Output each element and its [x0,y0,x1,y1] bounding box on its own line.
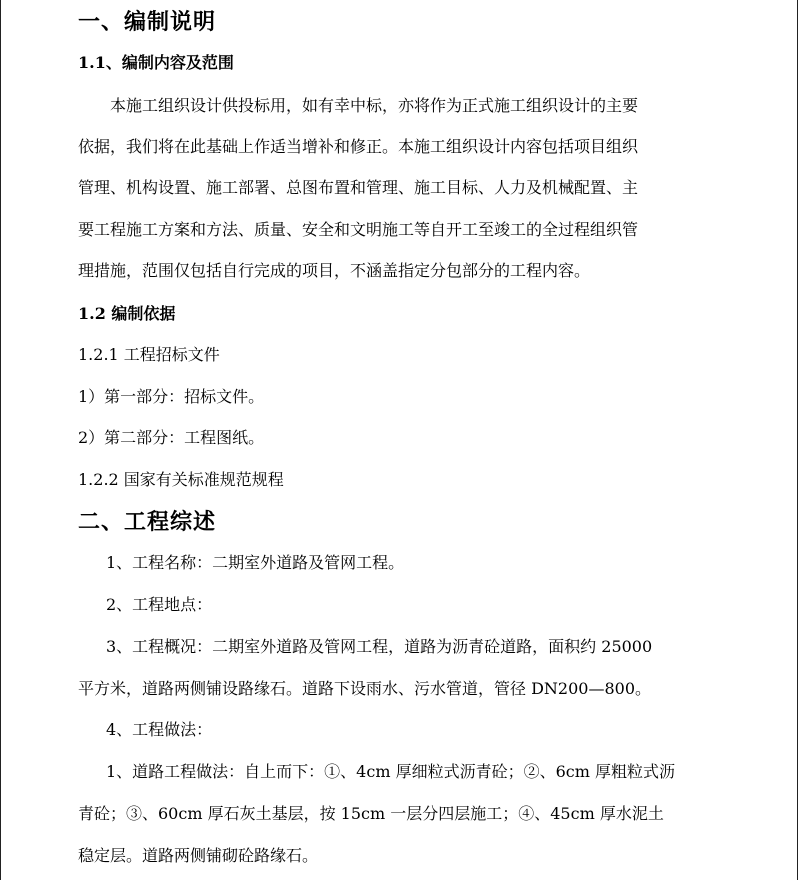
page-left-border [0,0,1,880]
section-heading-overview: 二、工程综述 [78,509,217,535]
road-method-line: 1、道路工程做法：自上而下：①、4cm 厚细粒式沥青砼；②、6cm 厚粗粒式沥 [106,762,675,781]
overview-item-name: 1、工程名称：二期室外道路及管网工程。 [106,553,405,572]
subheading-content-scope: 1.1、编制内容及范围 [78,53,234,72]
overview-item-method: 4、工程做法： [106,720,213,739]
overview-item-summary-cont: 平方米，道路两侧铺设路缘石。道路下设雨水、污水管道，管径 DN200—800。 [78,679,651,698]
paragraph-line: 要工程施工方案和方法、质量、安全和文明施工等自开工至竣工的全过程组织管 [78,220,639,239]
basis-item: 1.2.1 工程招标文件 [78,345,220,364]
paragraph-line: 理措施，范围仅包括自行完成的项目，不涵盖指定分包部分的工程内容。 [78,261,591,280]
road-method-line: 青砼；③、60cm 厚石灰土基层，按 15cm 一层分四层施工；④、45cm 厚水泥土 [78,804,664,823]
paragraph-line: 依据，我们将在此基础上作适当增补和修正。本施工组织设计内容包括项目组织 [78,137,639,156]
basis-item: 1.2.2 国家有关标准规范规程 [78,470,284,489]
road-method-line: 稳定层。道路两侧铺砌砼路缘石。 [78,846,319,865]
subheading-basis: 1.2 编制依据 [78,304,176,323]
paragraph-line: 本施工组织设计供投标用，如有幸中标，亦将作为正式施工组织设计的主要 [110,96,639,115]
overview-item-location: 2、工程地点： [106,595,213,614]
section-heading-compilation: 一、编制说明 [78,9,217,35]
paragraph-line: 管理、机构设置、施工部署、总图布置和管理、施工目标、人力及机械配置、主 [78,178,639,197]
basis-item: 2）第二部分：工程图纸。 [78,428,265,447]
overview-item-summary: 3、工程概况：二期室外道路及管网工程，道路为沥青砼道路，面积约 25000 [106,637,653,656]
basis-item: 1）第一部分：招标文件。 [78,387,265,406]
